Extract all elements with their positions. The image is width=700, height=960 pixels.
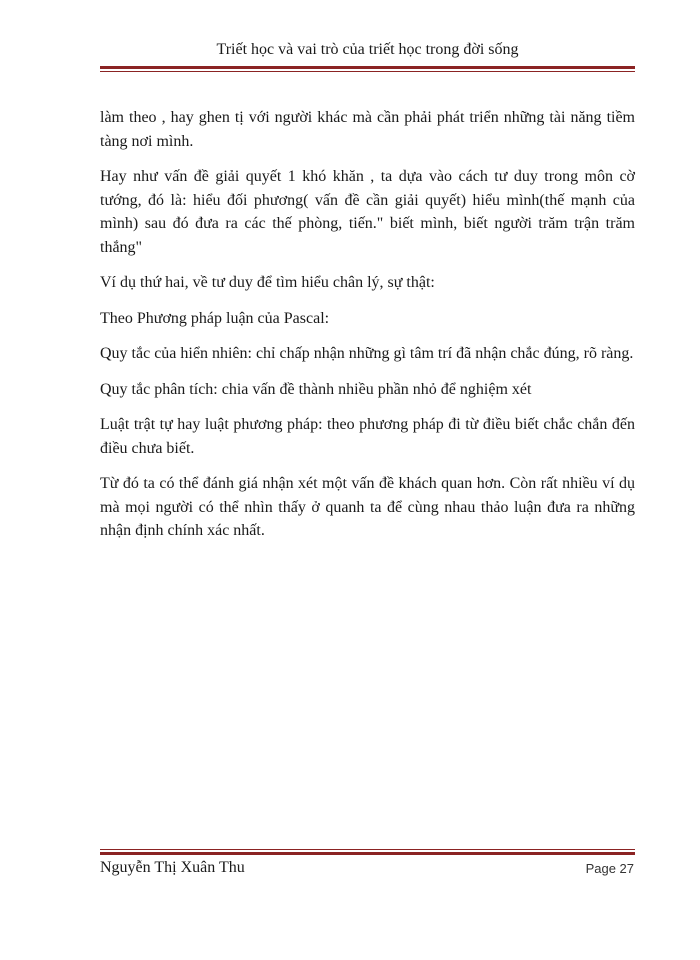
paragraph-4: Theo Phương pháp luận của Pascal: [100,309,330,327]
header-rule-thin [100,71,635,72]
footer-rule-thin [100,849,635,850]
header-rule-thick [100,66,635,69]
paragraph-5: Quy tắc của hiển nhiên: chỉ chấp nhận những gì tâm trí đã nhận chắc đúng, rõ ràng. [100,345,634,362]
paragraph-7: Luật trật tự hay luật phương pháp: theo phương pháp đi từ điều biết chắc chắn đến điều chưa biết. [100,416,635,457]
page-header-title: Triết học và vai trò của triết học trong đời sống [216,41,519,58]
footer-rule-thick [100,852,635,855]
footer-author: Nguyễn Thị Xuân Thu [100,859,245,876]
paragraph-2: Hay như vấn đề giải quyết 1 khó khăn , ta dựa vào cách tư duy trong môn cờ tướng, đó là: hiểu đối phương( vấn đề cần giải quyết) hiểu mình(thế mạnh của mình) sau đó đưa ra các thế phòng, tiến." biết mình, biết người trăm trận trăm thắng" [100,168,635,256]
paragraph-8: Từ đó ta có thể đánh giá nhận xét một vấn đề khách quan hơn. Còn rất nhiều ví dụ mà mọi người có thể nhìn thấy ở quanh ta để cùng nhau thảo luận đưa ra những nhận định chính xác nhất. [100,475,635,539]
paragraph-1: làm theo , hay ghen tị với người khác mà cần phải phát triển những tài năng tiềm tàng nơi mình. [100,109,635,150]
page-number: Page 27 [585,861,634,876]
paragraph-3: Ví dụ thứ hai, về tư duy để tìm hiểu chân lý, sự thật: [100,274,435,291]
paragraph-6: Quy tắc phân tích: chia vấn đề thành nhiều phần nhỏ để nghiệm xét [100,380,532,398]
document-body [100,106,635,555]
